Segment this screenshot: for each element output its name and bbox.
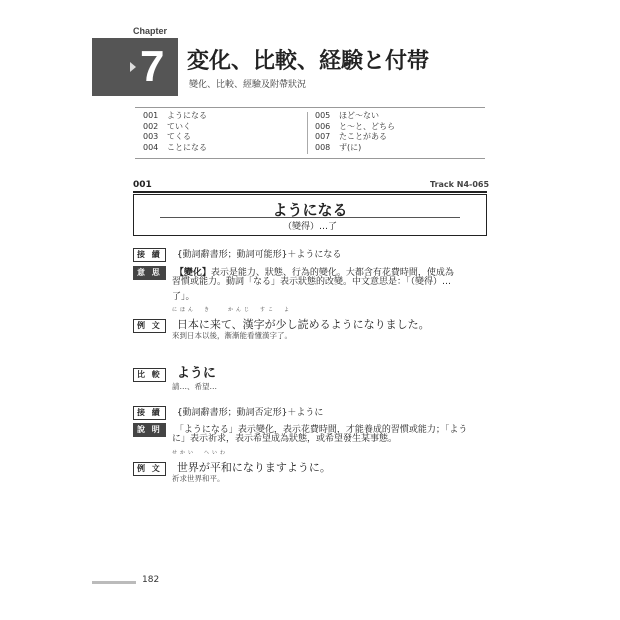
toc-column-right [315, 111, 395, 153]
compare-example-tag: 例 文 [133, 462, 166, 476]
toc-item[interactable]: 005 ほど～ない [315, 111, 379, 120]
toc-item[interactable]: 001 ようになる [143, 111, 207, 120]
compare-example-translation: 祈求世界和平。 [172, 474, 225, 483]
explain-line-1: 「ようになる」表示變化，表示花費時間，才能養成的習慣或能力；「よう [174, 425, 468, 435]
compare-connection-text: {動詞辭書形；動詞否定形}＋ように [176, 408, 324, 418]
heading-underline [160, 217, 460, 218]
connection-text: {動詞辭書形；動詞可能形}＋ようになる [176, 250, 342, 260]
compare-row [133, 362, 216, 382]
grammar-heading: ようになる [272, 201, 348, 219]
toc-item[interactable]: 002 ていく [143, 121, 191, 131]
chapter-label: Chapter [133, 26, 168, 36]
compare-example-sentence: 世界が平和になりますように。 [176, 461, 331, 474]
toc-item[interactable]: 003 てくる [143, 132, 191, 141]
connection-row [133, 242, 341, 262]
meaning-line-3: 了」。 [172, 292, 195, 302]
meaning-tag: 意 思 [133, 266, 166, 280]
compare-example-ruby: せかい へいわ [172, 450, 229, 456]
meaning-line-2: 習慣或能力。動詞「なる」表示狀態的改變。中文意思是：「（變得）… [172, 277, 452, 287]
toc-item[interactable]: 008 ず(に) [315, 142, 362, 152]
toc-column-left [143, 111, 207, 153]
explain-tag: 說 明 [133, 423, 166, 437]
section-number: 001 [133, 180, 152, 190]
toc-item[interactable]: 007 たことがある [315, 132, 387, 141]
chapter-subtitle: 變化、比較、經驗及附帶狀況 [189, 80, 307, 90]
example-ruby: にほん き かんじ すこ よ [172, 307, 293, 313]
audio-track-label: Track N4-065 [430, 180, 490, 189]
compare-subtitle: 請…、希望… [172, 382, 217, 391]
meaning-line-1: 表示是能力、狀態、行為的變化。大都含有花費時間，使成為 [210, 268, 454, 278]
chapter-arrow-icon [130, 62, 136, 72]
table-of-contents [135, 107, 485, 159]
grammar-heading-box [133, 194, 487, 236]
compare-connection-tag: 接 續 [133, 406, 166, 420]
compare-title: ように [176, 366, 216, 381]
page-number: 182 [142, 575, 160, 585]
chapter-number: 7 [140, 42, 165, 91]
toc-item[interactable]: 006 と～と、どちら [315, 121, 395, 131]
connection-tag: 接 續 [133, 248, 166, 262]
section-rule [133, 191, 487, 193]
footer-bar [92, 581, 136, 584]
toc-divider [307, 112, 308, 154]
explain-line-2: に」表示祈求，表示希望成為狀態，或希望發生某事態。 [172, 434, 398, 444]
toc-item[interactable]: 004 ことになる [143, 142, 207, 152]
grammar-heading-translation: （變得）…了 [282, 222, 337, 232]
example-sentence: 日本に来て、漢字が少し読めるようになりました。 [176, 318, 430, 331]
example-tag: 例 文 [133, 319, 166, 333]
example-translation: 來到日本以後，漸漸能看懂漢字了。 [172, 331, 292, 340]
chapter-number-box [92, 38, 178, 96]
compare-example-row [133, 456, 331, 476]
compare-tag: 比 較 [133, 368, 166, 382]
chapter-title: 変化、比較、経験と付帯 [187, 49, 430, 74]
meaning-category: 【變化】 [174, 268, 211, 278]
